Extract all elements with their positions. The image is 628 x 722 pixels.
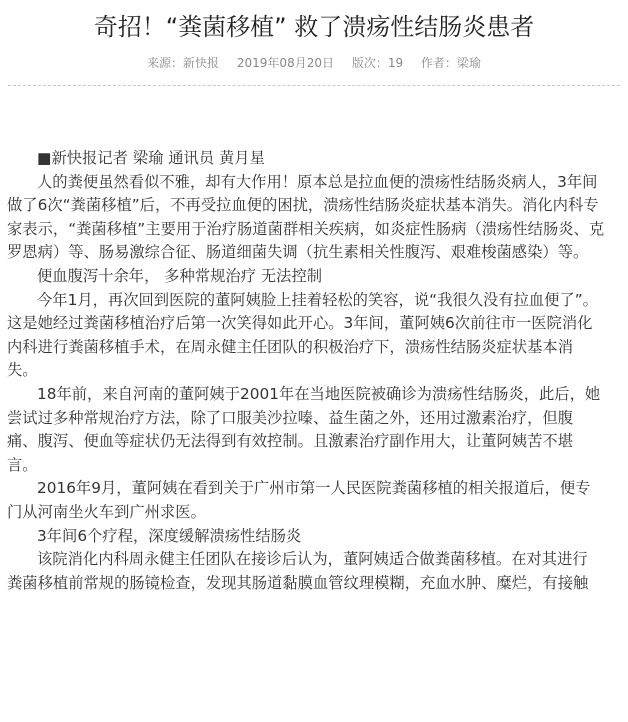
body-line: 人的粪便虽然看似不雅，却有大作用！原本总是拉血便的溃疡性结肠炎病人，3年间 [37, 172, 598, 191]
body-line: 该院消化内科周永健主任团队在接诊后认为，董阿姨适合做粪菌移植。在对其进行 [37, 550, 588, 569]
body-line: 今年1月，再次回到医院的董阿姨脸上挂着轻松的笑容，说“我很久没有拉血便了”。 [37, 290, 598, 309]
body-line: 言。 [7, 455, 38, 474]
body-line: 家表示，“粪菌移植”主要用于治疗肠道菌群相关疾病，如炎症性肠病（溃疡性结肠炎、克 [7, 219, 605, 238]
article-body [7, 147, 623, 595]
body-line: 内科进行粪菌移植手术，在周永健主任团队的积极治疗下，溃疡性结肠炎症状基本消 [7, 337, 573, 356]
meta-date: 2019年08月20日 [236, 56, 334, 70]
byline: ■新快报记者 梁瑜 通讯员 黄月星 [37, 149, 265, 167]
body-line: 2016年9月，董阿姨在看到关于广州市第一人民医院粪菌移植的相关报道后，便专 [37, 479, 591, 498]
meta-author: 作者：梁瑜 [420, 56, 481, 70]
body-line: 尝试过多种常规治疗方法，除了口服美沙拉嗪、益生菌之外，还用过激素治疗，但腹 [7, 408, 573, 427]
article-title: 奇招！“粪菌移植” 救了溃疡性结肠炎患者 [93, 13, 535, 41]
section-heading: 便血腹泻十余年， 多种常规治疗 无法控制 [37, 266, 323, 285]
article-meta [0, 55, 628, 71]
body-line: 18年前，来自河南的董阿姨于2001年在当地医院被确诊为溃疡性结肠炎，此后，她 [37, 384, 601, 403]
meta-source: 来源：新快报 [147, 56, 220, 70]
body-line: 罗恩病）等、肠易激综合征、肠道细菌失调（抗生素相关性腹泻、艰难梭菌感染）等。 [7, 243, 589, 262]
body-line: 做了6次“粪菌移植”后，不再受拉血便的困扰，溃疡性结肠炎症状基本消失。消化内科专 [7, 196, 599, 215]
body-line: 痛、腹泻、便血等症状仍无法得到有效控制。且激素治疗副作用大，让董阿姨苦不堪 [7, 432, 573, 451]
section-heading: 3年间6个疗程，深度缓解溃疡性结肠炎 [37, 526, 302, 545]
body-line: 门从河南坐火车到广州求医。 [7, 502, 206, 521]
body-line: 失。 [7, 361, 38, 380]
body-line: 粪菌移植前常规的肠镜检查，发现其肠道黏膜血管纹理模糊，充血水肿、糜烂，有接触 [7, 573, 589, 592]
title-divider [8, 85, 620, 86]
body-line: 这是她经过粪菌移植治疗后第一次笑得如此开心。3年间，董阿姨6次前往市一医院消化 [7, 314, 593, 333]
meta-edition: 版次：19 [351, 56, 404, 70]
